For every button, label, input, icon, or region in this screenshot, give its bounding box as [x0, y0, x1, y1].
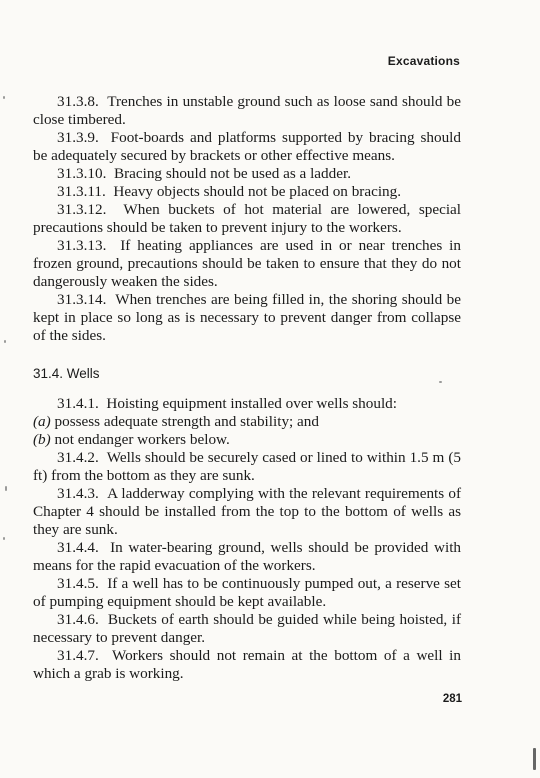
scan-speck: [439, 381, 442, 383]
paragraph-text: Wells should be securely cased or lined to within 1.5 m (5 ft) from the bottom as they are sunk.: [33, 449, 462, 484]
paragraph-31-4-1: [33, 395, 461, 413]
paragraph-31-3-10: [33, 165, 461, 183]
paragraph-number: 31.3.11.: [57, 183, 106, 200]
paragraph-number: 31.3.13.: [57, 237, 107, 254]
paragraph-31-4-2: [33, 449, 461, 485]
paragraph-text: Bracing should not be used as a ladder.: [113, 165, 351, 182]
paragraph-number: 31.3.10.: [57, 165, 107, 182]
paragraph-number: 31.3.12.: [57, 201, 107, 218]
paragraph-number: 31.4.2.: [57, 449, 99, 466]
paragraph-text: Foot-boards and platforms supported by bracing should be adequately secured by brackets or other effective means.: [33, 129, 461, 164]
paragraph-31-4-6: [33, 611, 461, 647]
paragraph-31-3-8: [33, 93, 461, 129]
paragraph-text: A ladderway complying with the relevant requirements of Chapter 4 should be installed from the top to the bottom of wells as they are sunk.: [33, 485, 461, 538]
page-number: 281: [442, 693, 462, 705]
list-item-b: [33, 431, 461, 449]
scan-speck: [3, 537, 5, 540]
paragraph-text: If a well has to be continuously pumped out, a reserve set of pumping equipment should be kept available.: [33, 575, 462, 610]
running-title: Excavations: [387, 54, 460, 68]
paragraph-text: Heavy objects should not be placed on bracing.: [113, 183, 402, 200]
paragraph-text: Trenches in unstable ground such as loose sand should be close timbered.: [33, 93, 462, 128]
paragraph-text: Workers should not remain at the bottom of a well in which a grab is working.: [33, 647, 461, 682]
paragraph-31-4-3: [33, 485, 461, 539]
section-heading-wells: 31.4. Wells: [33, 366, 100, 381]
paragraph-31-3-12: [33, 201, 461, 237]
paragraph-number: 31.3.8.: [57, 93, 99, 110]
paragraph-number: 31.4.6.: [57, 611, 99, 628]
paragraph-number: 31.4.7.: [57, 647, 99, 664]
list-item-a: [33, 413, 461, 431]
scan-speck: [3, 96, 5, 99]
section-31-3-body: [33, 93, 461, 345]
scan-speck: [5, 486, 7, 491]
list-item-text: possess adequate strength and stability; and: [54, 413, 319, 430]
paragraph-31-4-7: [33, 647, 461, 683]
paragraph-number: 31.4.4.: [57, 539, 99, 556]
paragraph-text: Hoisting equipment installed over wells should:: [106, 395, 397, 412]
paragraph-text: In water-bearing ground, wells should be provided with means for the rapid evacuation of the workers.: [33, 539, 462, 574]
scan-speck: [533, 748, 536, 770]
paragraph-text: If heating appliances are used in or near trenches in frozen ground, precautions should be taken to ensure that they do not dangerously weaken the sides.: [33, 237, 461, 290]
paragraph-text: Buckets of earth should be guided while being hoisted, if necessary to prevent danger.: [33, 611, 462, 646]
paragraph-number: 31.4.1.: [57, 395, 99, 412]
paragraph-31-3-9: [33, 129, 461, 165]
paragraph-31-3-13: [33, 237, 461, 291]
scan-speck: [4, 340, 6, 343]
paragraph-31-3-11: [33, 183, 461, 201]
paragraph-31-4-4: [33, 539, 461, 575]
list-item-text: not endanger workers below.: [54, 431, 230, 448]
list-item-label: (a): [33, 413, 51, 430]
paragraph-number: 31.3.9.: [57, 129, 99, 146]
paragraph-text: When buckets of hot material are lowered, special precautions should be taken to prevent injury to the workers.: [33, 201, 462, 236]
paragraph-31-3-14: [33, 291, 461, 345]
paragraph-number: 31.4.3.: [57, 485, 99, 502]
paragraph-number: 31.3.14.: [57, 291, 107, 308]
list-item-label: (b): [33, 431, 51, 448]
section-31-4-body: [33, 395, 461, 683]
paragraph-number: 31.4.5.: [57, 575, 99, 592]
paragraph-31-4-5: [33, 575, 461, 611]
paragraph-text: When trenches are being filled in, the shoring should be kept in place so long as is necessary to prevent danger from collapse of the sides.: [33, 291, 461, 344]
